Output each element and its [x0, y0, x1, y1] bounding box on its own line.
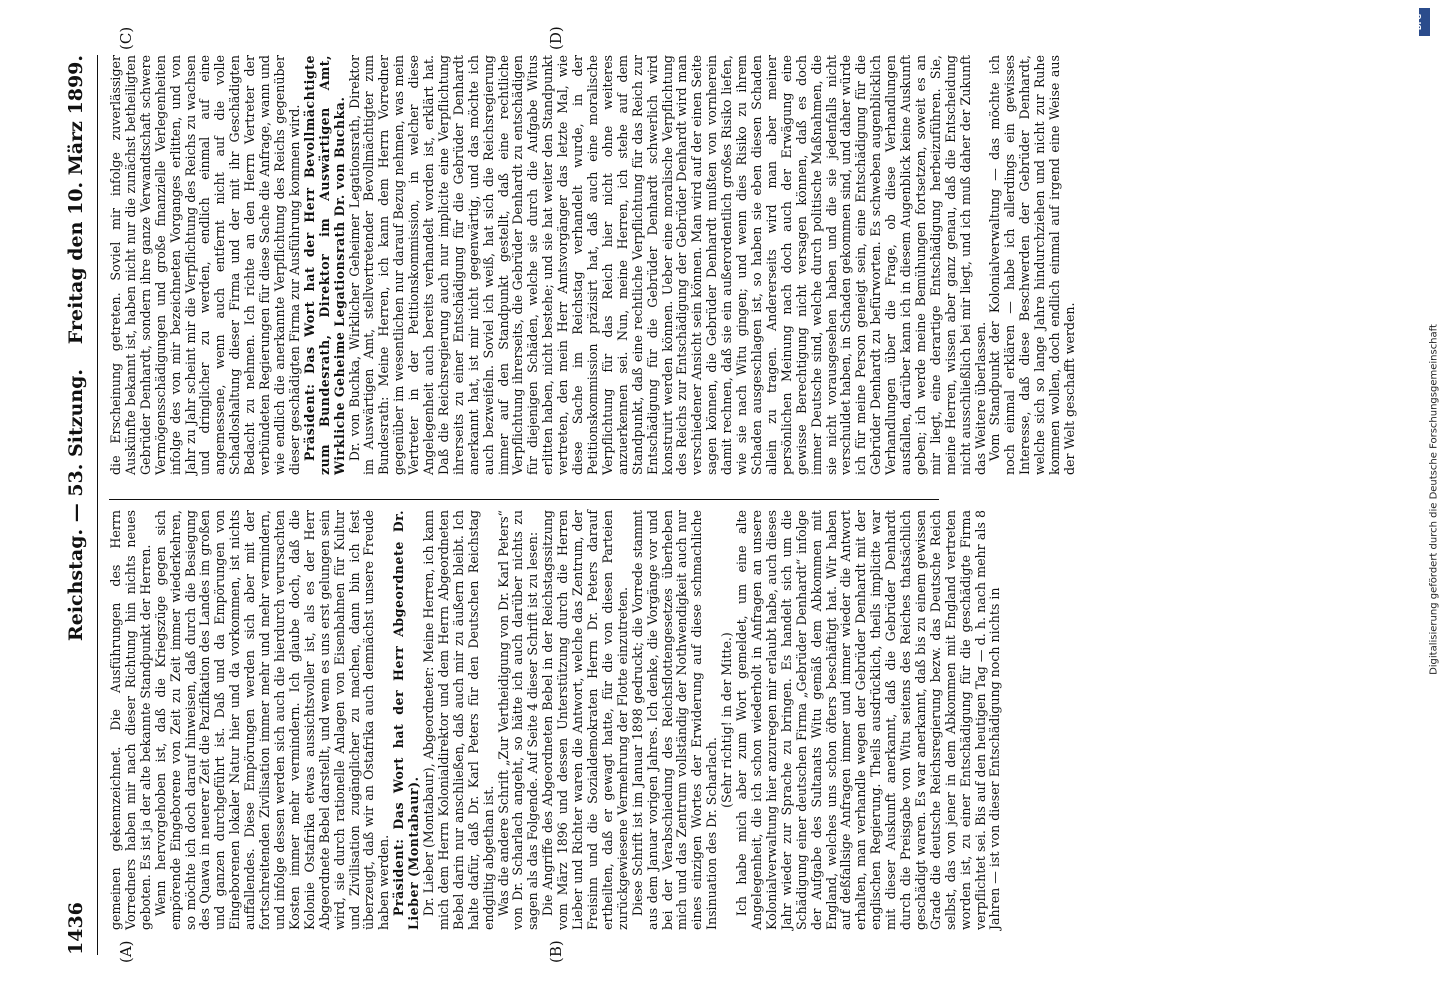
digitization-credit: Digitalisierung gefördert durch die Deutsche Forschungsgemeinschaft	[1428, 324, 1440, 675]
paragraph: Diese Schrift ist im Januar 1898 gedruckt; die Vorrede stammt aus dem Januar vorigen Jahres. Ich denke, die Vorgänge vor und bei der Verabschiedung des Reichsflottengesetzes überheben mich und das Zentrum vollständig der Nothwendigkeit auch nur eines einzigen Wortes der Erwiderung auf diese schmachliche Insinuation des Dr. Scharlach.	[629, 510, 720, 930]
left-column	[108, 510, 1003, 930]
dfg-logo: DFG	[1419, 8, 1430, 36]
quotation: Die Angriffe des Abgeordneten Bebel in der Reichstagssitzung vom März 1896 und dessen Unterstützung durch die Herren Lieber und Richter waren die Antwort, welche das Zentrum, der Freisinn und die Sozialdemokraten Herrn Dr. Peters darauf ertheilten, daß er gewagt hatte, für die von diesen Parteien zurückgewiesene Vermehrung der Flotte einzutreten.	[540, 510, 630, 930]
paragraph: Dr. Lieber (Montabaur), Abgeordneter: Meine Herren, ich kann mich dem Herrn Kolonialdirektor und dem Herrn Abgeordneten Bebel darin nur anschließen, daß auch mir zu äußern bleibt. Ich halte dafür, daß Dr. Karl Peters für den Deutschen Reichstag endgiltig abgethan ist.	[421, 510, 496, 930]
paragraph: die Erscheinung getreten. Soviel mir infolge zuverlässiger Auskünfte bekannt ist, haben nicht nur die zunächst betheiligten Gebrüder Denhardt, sondern ihre ganze Verwandtschaft schwere Vermögensschädigungen und große finanzielle Verlegenheiten infolge des von mir bezeichneten Vorganges erlitten, und von Jahr zu Jahr scheint mir die Verpflichtung des Reichs zu wachsen und dringlicher zu werden, endlich einmal auf eine angemessene, wenn auch entfernt nicht auf die volle Schadloshaltung dieser Firma und der mit ihr Geschädigten Bedacht zu nehmen. Ich richte an den Herrn Vertreter der verbündeten Regierungen für diese Sache die Anfrage, wann und wie endlich die anerkannte Verpflichtung des Reichs gegenüber dieser geschädigten Firma zur Ausführung kommen wird.	[108, 55, 302, 475]
paragraph: Dr. von Buchka, Wirklicher Geheimer Legationsrath, Direktor im Auswärtigen Amt, stellvertretender Bevollmächtigter zum Bundesrath: Meine Herren, ich kann dem Herrn Vorredner gegenüber im wesentlichen nur darauf Bezug nehmen, was mein Vertreter in der Petitionskommission, in welcher diese Angelegenheit auch bereits verhandelt worden ist, erklärt hat. Daß die Reichsregierung auch nur implicite eine Verpflichtung ihrerseits zu einer Entschädigung für die Gebrüder Denhardt anerkannt hat, ist mir nicht gegenwärtig, und das möchte ich auch bezweifeln. Soviel ich weiß, hat sich die Reichsregierung immer auf den Standpunkt gestellt, daß eine rechtliche Verpflichtung ihrerseits, die Gebrüder Denhardt zu entschädigen für diejenigen Schäden, welche sie durch die Aufgabe Witus erlitten haben, nicht bestehe; und sie hat weiter den Standpunkt vertreten, den mein Herr Amtsvorgänger das letzte Mal, wie diese Sache im Reichstag verhandelt wurde, in der Petitionskommission präzisirt hat, daß auch eine moralische Verpflichtung für das Reich hier nicht ohne weiteres anzuerkennen sei. Nun, meine Herren, ich stehe auf dem Standpunkt, daß eine rechtliche Verpflichtung für das Reich zur Entschädigung für die Gebrüder Denhardt schwerlich wird konstruirt werden können. Ueber eine moralische Verpflichtung des Reichs zur Entschädigung der Gebrüder Denhardt wird man verschiedener Ansicht sein können. Man wird auf der einen Seite sagen können, die Gebrüder Denhardt mußten von vornherein damit rechnen, daß sie ein außerordentlich großes Risiko liefen, wie sie nach Witu gingen; und wenn dies Risiko zu ihrem Schaden ausgeschlagen ist, so haben sie eben diesen Schaden allein zu tragen. Andererseits wird man aber meiner persönlichen Meinung nach doch auch der Erwägung eine gewisse Berechtigung nicht versagen können, daß es doch immer Deutsche sind, welche durch politische Maßnahmen, die sie nicht vorausgesehen haben und die sie jedenfalls nicht verschuldet haben, in Schaden gekommen sind, und daher würde ich für meine Person geneigt sein, eine Entschädigung für die Gebrüder Denhardt zu befürworten. Es schweben augenblicklich Verhandlungen über die Frage, ob diese Verhandlungen ausfallen, darüber kann ich in diesem Augenblick keine Auskunft geben; ich werde meine Bemühungen fortsetzen, soweit es an mir liegt, eine derartige Entschädigung herbeizuführen. Sie, meine Herren, wissen aber ganz genau, daß die Entscheidung nicht ausschließlich bei mir liegt, und ich muß daher der Zukunft das Weitere überlassen.	[346, 55, 988, 475]
paragraph: Präsident: Das Wort hat der Herr Bevollmächtigte zum Bundesrath, Direktor im Auswärtigen Amt, Wirkliche Geheime Legationsrath Dr. von Buchka.	[301, 55, 347, 475]
paragraph: Vom Standpunkt der Kolonialverwaltung — das möchte ich noch einmal erklären — habe ich allerdings ein gewisses Interesse, daß diese Beschwerden der Gebrüder Denhardt, welche sich so lange Jahre hindurchziehen und nicht zur Ruhe kommen wollen, doch endlich einmal auf irgend eine Weise aus der Welt geschafft werden.	[987, 55, 1077, 475]
right-column	[108, 55, 1077, 475]
page-date: Freitag den 10. März 1899.	[65, 55, 87, 345]
paragraph: gemeinen gekennzeichnet. Die Ausführungen des Herrn Vorredners haben mir nach dieser Richtung hin nichts neues geboten. Es ist ja der alte bekannte Standpunkt der Herren.	[108, 510, 153, 930]
marker-d: (D)	[547, 26, 565, 50]
page-title: Reichstag. — 53. Sitzung.	[65, 368, 87, 642]
paragraph: Wenn hervorgehoben ist, daß die Kriegszüge gegen sich empörende Eingeborene von Zeit zu Zeit immer wiederkehren, so möchte ich doch darauf hinweisen, daß durch die Besiegung des Quawa in neuerer Zeit die Pazifikation des Landes im großen und ganzen durchgeführt ist. Daß und da Empörungen von Eingeborenen lokaler Natur hier und da vorkommen, ist nichts auffallendes. Diese Empörungen werden sich aber mit der fortschreitenden Zivilisation immer mehr und mehr vermindern, und infolge dessen werden sich auch die hierdurch verursachten Kosten immer mehr vermindern. Ich glaube doch, daß die Kolonie Ostafrika etwas aussichtsvoller ist, als es der Herr Abgeordnete Bebel darstellt, und wenn es uns erst gelungen sein wird, sie durch rationelle Anlagen von Eisenbahnen für Kultur und Zivilisation zugänglicher zu machen, dann bin ich fest überzeugt, daß wir an Ostafrika auch demnächst unsere Freude haben werden.	[152, 510, 392, 930]
marker-b: (B)	[547, 940, 565, 963]
column-divider	[109, 499, 939, 500]
paragraph: Was die andere Schrift „Zur Vertheidigung von Dr. Karl Peters“ von Dr. Scharlach angeht, so hätte ich auch darüber nichts zu sagen als das Folgende. Auf Seite 4 dieser Schrift ist zu lesen:	[495, 510, 541, 930]
paragraph: Präsident: Das Wort hat der Herr Abgeordnete Dr. Lieber (Montabaur).	[391, 510, 422, 930]
marker-a: (A)	[117, 940, 135, 963]
newspaper-page	[27, 25, 1407, 975]
page-header	[57, 55, 98, 955]
marker-c: (C)	[117, 26, 135, 50]
paragraph: Ich habe mich aber zum Wort gemeldet, um eine alte Angelegenheit, die ich schon wiederholt in Anfragen an unsere Kolonialverwaltung hier anzuregen mir erlaubt habe, auch dieses Jahr wieder zur Sprache zu bringen. Es handelt sich um die Schädigung einer deutschen Firma „Gebrüder Denhardt“ infolge der Aufgabe des Sultanats Witu gemäß dem Abkommen mit England, welches uns schon öfters beschäftigt hat. Wir haben auf deßfallsige Anfragen immer und immer wieder die Antwort erhalten, man verhandle wegen der Gebrüder Denhardt mit der englischen Regierung. Theils ausdrücklich, theils implicite war mit dieser Auskunft anerkannt, daß die Gebrüder Denhardt durch die Preisgabe von Witu seitens des Reiches thatsächlich geschädigt waren. Es war anerkannt, daß bis zu einem gewissen Grade die deutsche Reichsregierung bezw. das Deutsche Reich selbst, das von jener in dem Abkommen mit England vertreten worden ist, zu einer Entschädigung für die geschädigte Firma verpflichtet sei. Bis auf den heutigen Tag — d. h. nach mehr als 8 Jahren — ist von dieser Entschädigung noch nichts in	[734, 510, 1003, 930]
interjection: (Sehr richtig! in der Mitte.)	[719, 632, 735, 808]
page-number: 1436	[65, 902, 87, 955]
